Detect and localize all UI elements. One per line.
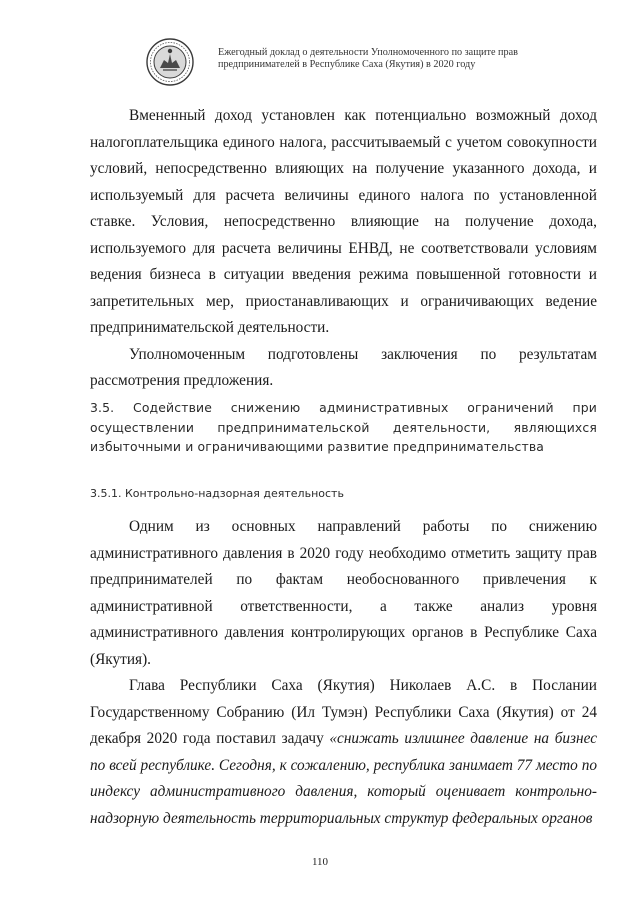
paragraph-head-plain-text: Глава Республики Саха (Якутия) Николаев А.С. в Послании Государственному Собранию (Ил Тумэн) Республики Саха (Якутия) от 24 декабря 2020 года поставил задачу xyxy=(90,677,597,747)
section-heading: 3.5. Содействие снижению административных ограничений при осуществлении предпринимательской деятельности, являющихся избыточными и ограничивающими развитие предпринимательства xyxy=(90,400,597,455)
paragraph-head-quote: «снижать излишнее давление на бизнес по всей республике. Сегодня, к сожалению, республика занимает 77 место по индексу административного давления, который оценивает контрольно-надзорную деятельность территориальных структур федеральных органов xyxy=(90,730,597,827)
running-header-line-2: предпринимателей в Республике Саха (Якутия) в 2020 году xyxy=(218,59,476,70)
body-block-2 xyxy=(90,514,597,832)
running-header xyxy=(218,47,518,71)
page-number: 110 xyxy=(311,856,329,868)
running-header-line-1: Ежегодный доклад о деятельности Уполномоченного по защите прав xyxy=(218,47,518,58)
subsection-heading: 3.5.1. Контрольно-надзорная деятельность xyxy=(90,487,344,500)
body-block-1 xyxy=(90,103,597,395)
paragraph-head-of-republic xyxy=(90,673,597,832)
paragraph-ombudsman-conclusions: Уполномоченным подготовлены заключения по результатам рассмотрения предложения. xyxy=(90,345,597,389)
paragraph-administrative-pressure: Одним из основных направлений работы по снижению административного давления в 2020 году необходимо отметить защиту прав предпринимателей по фактам необоснованного привлечения к административной ответственности, а также анализ уровня административного давления контролирующих органов в Республике Саха (Якутия). xyxy=(90,518,597,668)
sakha-emblem-icon xyxy=(146,38,194,86)
paragraph-imputed-income: Вмененный доход установлен как потенциально возможный доход налогоплательщика единого налога, рассчитываемый с учетом совокупности условий, непосредственно влияющих на получение указанного дохода, и используемый для расчета величины единого налога по установленной ставке. Условия, непосредственно влияющие на получение дохода, используемого для расчета величины ЕНВД, не соответствовали условиям ведения бизнеса в ситуации введения режима повышенной готовности и запретительных мер, приостанавливающих и ограничивающих ведение предпринимательской деятельности. xyxy=(90,107,597,336)
